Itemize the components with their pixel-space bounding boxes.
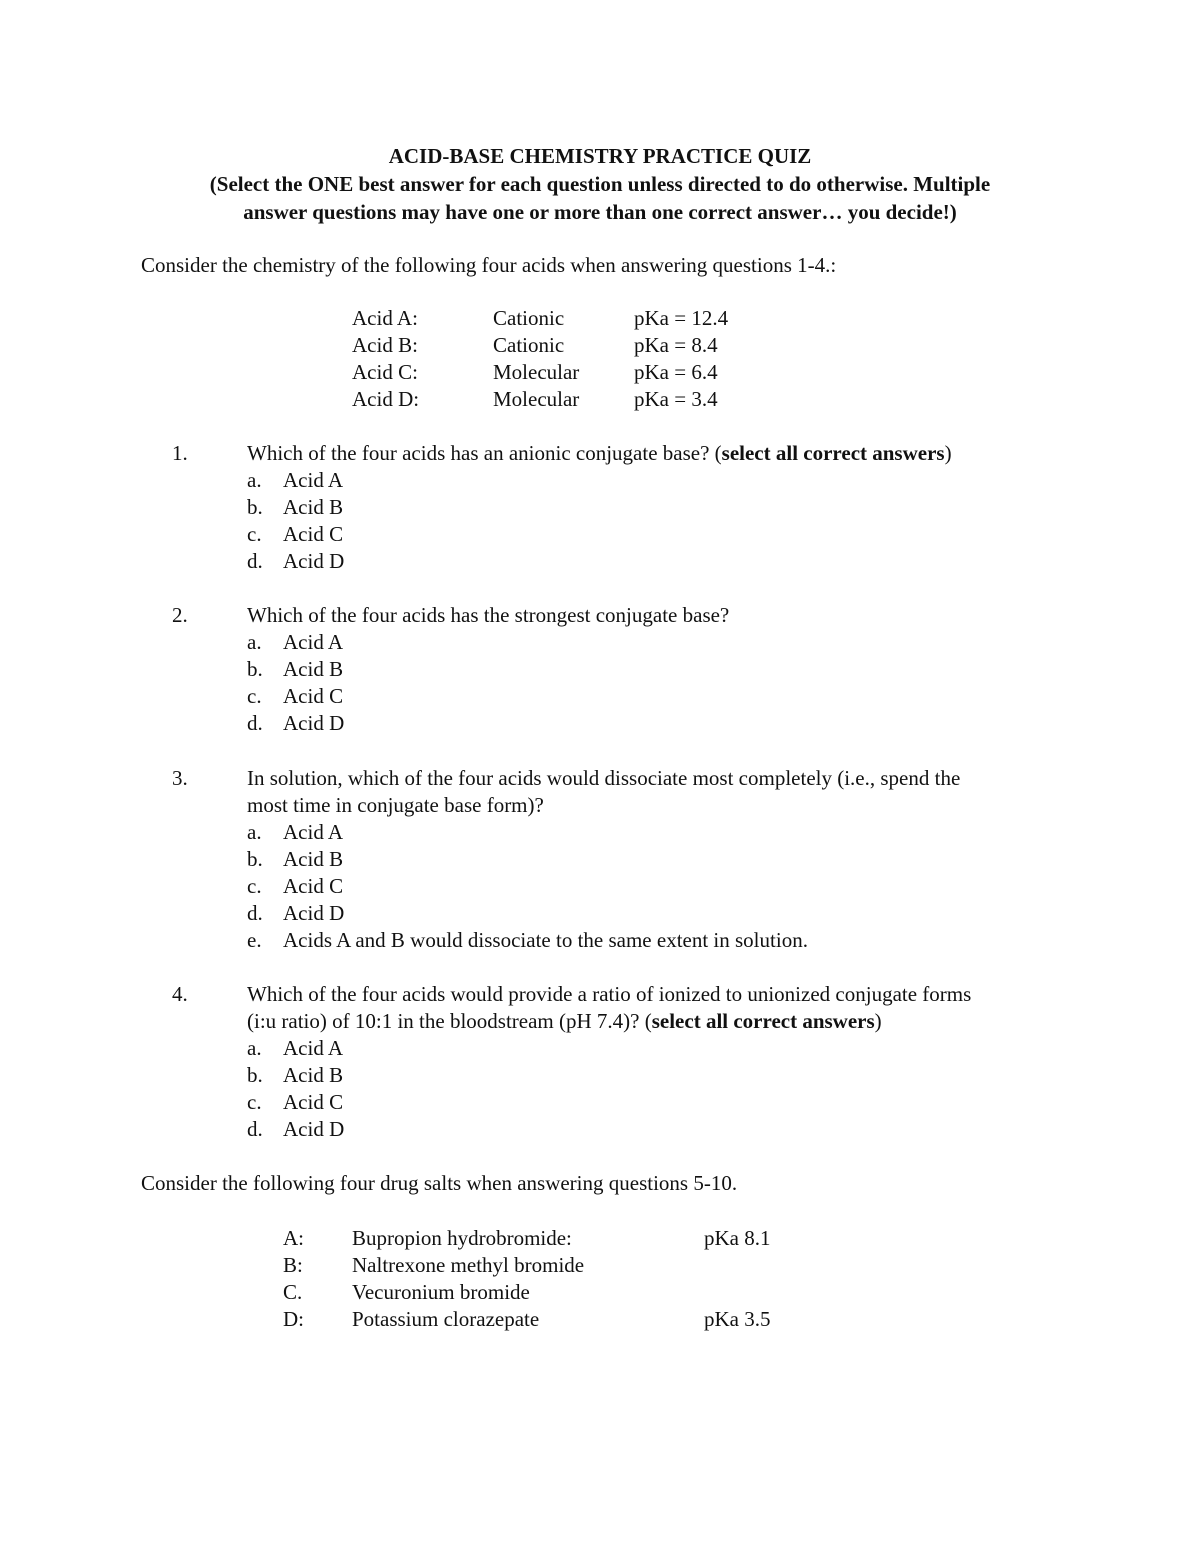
- salt-name: Vecuronium bromide: [352, 1280, 530, 1304]
- option-text: Acids A and B would dissociate to the same extent in solution.: [283, 928, 808, 952]
- acid-type: Molecular: [493, 387, 580, 411]
- question-text-line-2: most time in conjugate base form)?: [247, 793, 544, 817]
- acid-pka: pKa = 3.4: [634, 387, 718, 411]
- answer-option[interactable]: [247, 1062, 343, 1089]
- option-letter: b.: [247, 657, 263, 681]
- option-text: Acid D: [283, 901, 345, 925]
- option-letter: d.: [247, 901, 263, 925]
- question-text-line-2: [247, 1008, 882, 1035]
- page-title: ACID-BASE CHEMISTRY PRACTICE QUIZ: [388, 144, 812, 168]
- option-text: Acid B: [283, 847, 344, 871]
- option-text: Acid C: [283, 1090, 344, 1114]
- option-letter: c.: [247, 522, 262, 546]
- question-text-end: ): [944, 441, 952, 465]
- option-letter: d.: [247, 711, 263, 735]
- answer-option[interactable]: [247, 1035, 343, 1062]
- question-emphasis: select all correct answers: [651, 1009, 875, 1033]
- option-letter: b.: [247, 495, 263, 519]
- acid-type: Cationic: [493, 333, 565, 357]
- option-letter: a.: [247, 468, 262, 492]
- answer-option[interactable]: [247, 629, 343, 656]
- option-letter: c.: [247, 1090, 262, 1114]
- question-text-line-1: In solution, which of the four acids would dissociate most completely (i.e., spend the: [247, 766, 961, 790]
- option-text: Acid D: [283, 711, 345, 735]
- salt-name: Potassium clorazepate: [352, 1307, 540, 1331]
- answer-option[interactable]: [247, 710, 344, 737]
- salt-label: A:: [283, 1226, 304, 1250]
- answer-option[interactable]: [247, 819, 343, 846]
- answer-option[interactable]: [247, 656, 343, 683]
- option-letter: d.: [247, 1117, 263, 1141]
- answer-option[interactable]: [247, 927, 808, 954]
- question-text: [247, 440, 952, 467]
- answer-option[interactable]: [247, 873, 343, 900]
- option-letter: a.: [247, 820, 262, 844]
- option-text: Acid C: [283, 684, 344, 708]
- salt-label: C.: [283, 1280, 303, 1304]
- answer-option[interactable]: [247, 467, 343, 494]
- title-block: [0, 142, 1200, 226]
- option-text: Acid B: [283, 1063, 344, 1087]
- intro-acids: Consider the chemistry of the following four acids when answering questions 1-4.:: [141, 253, 837, 277]
- instructions-line-2: answer questions may have one or more than one correct answer… you decide!): [243, 200, 957, 224]
- option-text: Acid A: [283, 468, 344, 492]
- option-text: Acid D: [283, 1117, 345, 1141]
- intro-salts: Consider the following four drug salts when answering questions 5-10.: [141, 1171, 738, 1195]
- option-text: Acid A: [283, 630, 344, 654]
- acid-name: Acid A:: [352, 306, 418, 330]
- acid-pka: pKa = 12.4: [634, 306, 729, 330]
- answer-option[interactable]: [247, 1089, 343, 1116]
- question-text-start: (i:u ratio) of 10:1 in the bloodstream (pH 7.4)? (: [247, 1009, 652, 1033]
- option-text: Acid B: [283, 495, 344, 519]
- option-text: Acid A: [283, 820, 344, 844]
- option-letter: c.: [247, 684, 262, 708]
- question-text: Which of the four acids has the strongest conjugate base?: [247, 603, 730, 627]
- acid-name: Acid C:: [352, 360, 418, 384]
- question-emphasis: select all correct answers: [721, 441, 945, 465]
- question-number: 3.: [172, 766, 188, 790]
- option-letter: b.: [247, 1063, 263, 1087]
- answer-option[interactable]: [247, 494, 343, 521]
- answer-option[interactable]: [247, 521, 343, 548]
- option-letter: b.: [247, 847, 263, 871]
- answer-option[interactable]: [247, 548, 344, 575]
- answer-option[interactable]: [247, 683, 343, 710]
- question-number: 1.: [172, 441, 188, 465]
- option-letter: e.: [247, 928, 262, 952]
- option-text: Acid C: [283, 874, 344, 898]
- question-text-start: Which of the four acids has an anionic conjugate base? (: [247, 441, 722, 465]
- option-letter: a.: [247, 630, 262, 654]
- question-number: 4.: [172, 982, 188, 1006]
- question-number: 2.: [172, 603, 188, 627]
- option-text: Acid A: [283, 1036, 344, 1060]
- salt-name: Naltrexone methyl bromide: [352, 1253, 585, 1277]
- option-text: Acid D: [283, 549, 345, 573]
- salt-pka: pKa 8.1: [704, 1226, 771, 1250]
- salt-pka: pKa 3.5: [704, 1307, 771, 1331]
- acid-name: Acid D:: [352, 387, 420, 411]
- option-text: Acid C: [283, 522, 344, 546]
- instructions-line-1: (Select the ONE best answer for each question unless directed to do otherwise. Multiple: [209, 172, 991, 196]
- acid-name: Acid B:: [352, 333, 418, 357]
- salt-name: Bupropion hydrobromide:: [352, 1226, 572, 1250]
- option-letter: c.: [247, 874, 262, 898]
- question-text-line-1: Which of the four acids would provide a ratio of ionized to unionized conjugate forms: [247, 982, 972, 1006]
- option-letter: a.: [247, 1036, 262, 1060]
- acid-type: Cationic: [493, 306, 565, 330]
- option-text: Acid B: [283, 657, 344, 681]
- acid-pka: pKa = 6.4: [634, 360, 718, 384]
- acid-pka: pKa = 8.4: [634, 333, 718, 357]
- answer-option[interactable]: [247, 1116, 344, 1143]
- answer-option[interactable]: [247, 846, 343, 873]
- salt-label: D:: [283, 1307, 304, 1331]
- salt-label: B:: [283, 1253, 303, 1277]
- question-text-end: ): [874, 1009, 882, 1033]
- acid-type: Molecular: [493, 360, 580, 384]
- option-letter: d.: [247, 549, 263, 573]
- answer-option[interactable]: [247, 900, 344, 927]
